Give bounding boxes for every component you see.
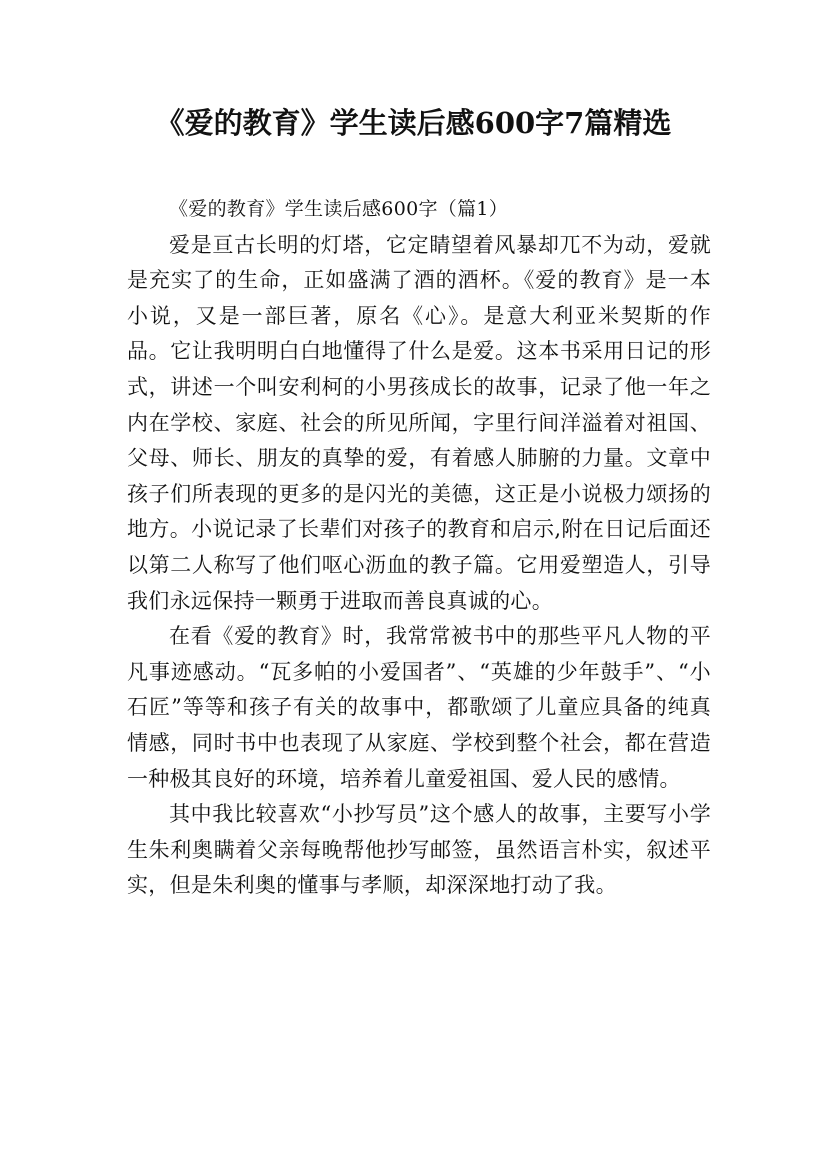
paragraph-3: 其中我比较喜欢“小抄写员”这个感人的故事，主要写小学生朱利奥瞒着父亲每晚帮他抄写邮签，虽然语言朴实，叙述平实，但是朱利奥的懂事与孝顺，却深深地打动了我。 (127, 802, 711, 898)
paragraph-2: 在看《爱的教育》时，我常常被书中的那些平凡人物的平凡事迹感动。“瓦多帕的小爱国者”、“英雄的少年鼓手”、“小石匠”等等和孩子有关的故事中，都歌颂了儿童应具备的纯真情感，同时书中也表现了从家庭、学校到整个社会，都在营造一种极其良好的环境，培养着儿童爱祖国、爱人民的感情。 (127, 624, 711, 791)
document-body (127, 192, 711, 904)
document-title: 《爱的教育》学生读后感600字7篇精选 (155, 106, 672, 140)
paragraph-1: 爱是亘古长明的灯塔，它定睛望着风暴却兀不为动，爱就是充实了的生命，正如盛满了酒的酒杯。《爱的教育》是一本小说，又是一部巨著，原名《心》。是意大利亚米契斯的作品。它让我明明白白地懂得了什么是爱。这本书采用日记的形式，讲述一个叫安利柯的小男孩成长的故事，记录了他一年之内在学校、家庭、社会的所见所闻，字里行间洋溢着对祖国、父母、师长、朋友的真挚的爱，有着感人肺腑的力量。文章中孩子们所表现的更多的是闪光的美德，这正是小说极力颂扬的地方。小说记录了长辈们对孩子的教育和启示,附在日记后面还以第二人称写了他们呕心沥血的教子篇。它用爱塑造人，引导我们永远保持一颗勇于进取而善良真诚的心。 (127, 232, 711, 613)
section-heading: 《爱的教育》学生读后感600字（篇1） (169, 198, 509, 220)
